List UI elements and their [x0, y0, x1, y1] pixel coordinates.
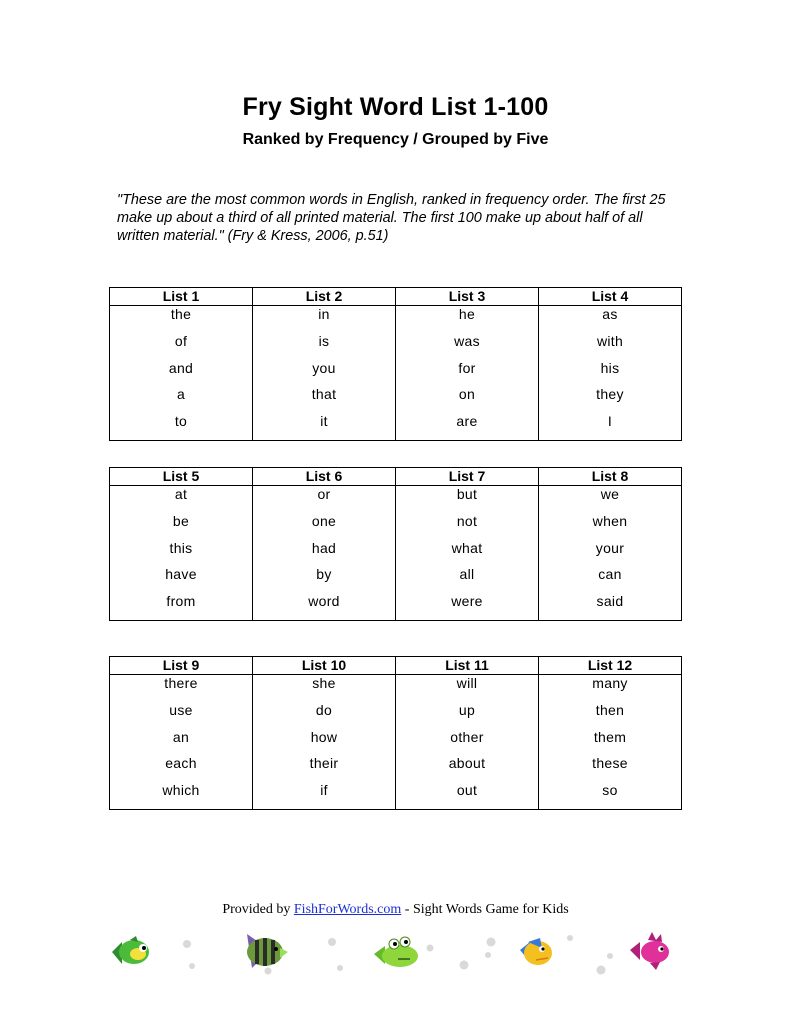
word-table-1: [109, 287, 682, 441]
sight-word: from: [166, 593, 196, 610]
sight-word: will: [456, 675, 478, 691]
sight-word: his: [600, 359, 620, 376]
sight-word: do: [315, 701, 333, 718]
sight-word: have: [165, 566, 197, 583]
sight-word: be: [172, 512, 190, 529]
sight-word: which: [162, 782, 200, 799]
sight-word: each: [165, 755, 197, 772]
list-header: List 8: [539, 468, 682, 486]
word-column: [539, 675, 682, 810]
list-header: List 9: [110, 657, 253, 675]
green-fish-icon: [112, 936, 149, 964]
list-header: List 11: [396, 657, 539, 675]
word-column: [396, 486, 539, 621]
sight-word: their: [309, 755, 339, 772]
word-table-2: [109, 467, 682, 621]
sight-word: all: [459, 566, 475, 583]
word-column: [110, 675, 253, 810]
pink-fish-icon: [630, 932, 669, 970]
sight-word: an: [172, 728, 190, 745]
footer-credit: [0, 902, 791, 918]
sight-word: the: [170, 306, 192, 322]
word-column: [253, 486, 396, 621]
table-header-row: [110, 657, 682, 675]
word-column: [253, 306, 396, 441]
sight-word: you: [312, 359, 336, 376]
sight-word: can: [598, 566, 622, 583]
word-column: [110, 486, 253, 621]
sight-word: with: [596, 332, 624, 349]
page-subtitle: Ranked by Frequency / Grouped by Five: [242, 131, 549, 148]
fish-banner: [110, 928, 682, 983]
sight-word: them: [593, 728, 627, 745]
sight-word: not: [456, 512, 478, 529]
sight-word: one: [311, 512, 337, 529]
word-column: [253, 675, 396, 810]
striped-fish-icon: [247, 934, 288, 968]
sight-word: when: [592, 512, 628, 529]
sight-word: on: [458, 386, 476, 403]
list-header: List 5: [110, 468, 253, 486]
word-column: [396, 306, 539, 441]
sight-word: many: [592, 675, 628, 691]
sight-word: she: [312, 675, 336, 691]
list-header: List 2: [253, 288, 396, 306]
fishforwords-link[interactable]: FishForWords.com: [293, 902, 402, 917]
sight-word: as: [602, 306, 618, 322]
sight-word: it: [320, 413, 328, 430]
footer-suffix: - Sight Words Game for Kids: [401, 902, 569, 917]
list-header: List 12: [539, 657, 682, 675]
sight-word: of: [174, 332, 188, 349]
word-table-3: [109, 656, 682, 810]
sight-word: up: [458, 701, 476, 718]
footer-prefix: Provided by: [222, 902, 294, 917]
word-column: [396, 675, 539, 810]
list-header: List 3: [396, 288, 539, 306]
yellow-fish-icon: [520, 938, 552, 965]
sight-word: said: [596, 593, 624, 610]
sight-word: that: [311, 386, 337, 403]
intro-quote: "These are the most common words in English, ranked in frequency order. The first 25 make up about a third of all printed material. The first 100 make up about half of all written material." (Fry & Kress, 2006, p.51): [117, 192, 666, 244]
table-header-row: [110, 288, 682, 306]
sight-word: how: [310, 728, 338, 745]
list-header: List 1: [110, 288, 253, 306]
list-header: List 6: [253, 468, 396, 486]
sight-word: to: [174, 413, 188, 430]
sight-word: I: [607, 413, 613, 430]
table-words-row: [110, 306, 682, 441]
sight-word: by: [316, 566, 332, 583]
sight-word: in: [318, 306, 330, 322]
sight-word: are: [456, 413, 478, 430]
sight-word: or: [317, 486, 331, 502]
sight-word: these: [592, 755, 628, 772]
sight-word: this: [169, 539, 193, 556]
sight-word: out: [456, 782, 478, 799]
sight-word: had: [311, 539, 337, 556]
word-column: [539, 306, 682, 441]
sight-word: use: [169, 701, 193, 718]
sight-word: what: [451, 539, 483, 556]
sight-word: is: [318, 332, 330, 349]
sight-word: we: [600, 486, 620, 502]
list-header: List 4: [539, 288, 682, 306]
sight-word: so: [602, 782, 618, 799]
sight-word: and: [168, 359, 194, 376]
sight-word: were: [451, 593, 483, 610]
table-header-row: [110, 468, 682, 486]
sight-word: for: [458, 359, 476, 376]
sight-word: a: [176, 386, 186, 403]
word-column: [539, 486, 682, 621]
sight-word: they: [596, 386, 624, 403]
word-column: [110, 306, 253, 441]
sight-word: was: [454, 332, 480, 349]
table-words-row: [110, 486, 682, 621]
sight-word: then: [595, 701, 625, 718]
page-title: Fry Sight Word List 1-100: [242, 93, 549, 121]
sight-word: he: [458, 306, 476, 322]
sight-word: other: [450, 728, 484, 745]
sight-word: about: [448, 755, 486, 772]
sight-word: but: [456, 486, 478, 502]
list-header: List 10: [253, 657, 396, 675]
bug-eyed-fish-icon: [374, 937, 418, 967]
sight-word: at: [174, 486, 188, 502]
list-header: List 7: [396, 468, 539, 486]
table-words-row: [110, 675, 682, 810]
sight-word: if: [320, 782, 328, 799]
sight-word: word: [308, 593, 340, 610]
sight-word: there: [164, 675, 198, 691]
sight-word: your: [595, 539, 625, 556]
